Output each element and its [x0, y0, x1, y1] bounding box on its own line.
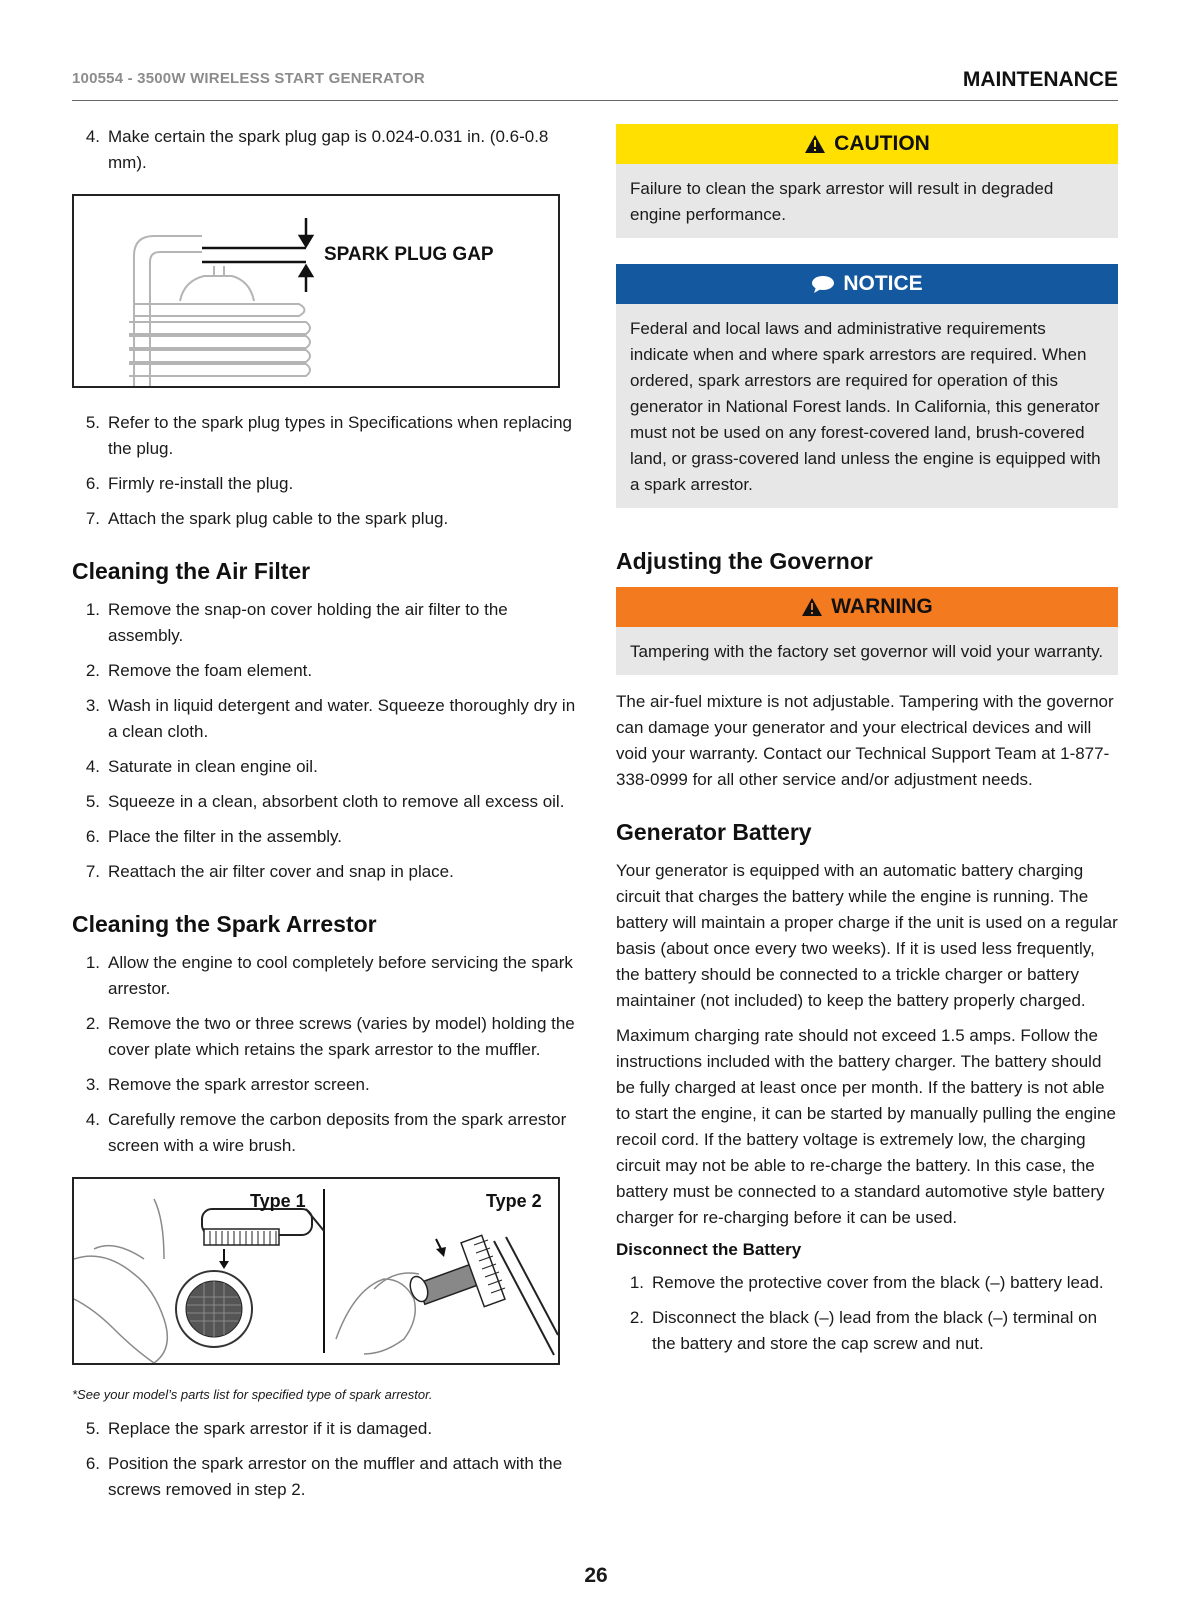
list-item	[72, 1011, 576, 1063]
step-text: Allow the engine to cool completely before servicing the spark arrestor.	[108, 953, 573, 998]
step-number: 1.	[85, 953, 100, 972]
step-number: 4.	[85, 1110, 100, 1129]
left-column	[72, 124, 576, 1512]
step-number: 2.	[629, 1308, 644, 1327]
type-2-label: Type 2	[486, 1191, 542, 1211]
step-text: Position the spark arrestor on the muffler and attach with the screws removed in step 2.	[108, 1454, 563, 1499]
list-item	[72, 124, 576, 176]
step-text: Place the filter in the assembly.	[108, 827, 343, 846]
list-item	[72, 1416, 576, 1442]
step-number: 6.	[85, 1454, 100, 1473]
notice-title: NOTICE	[843, 272, 923, 295]
warning-box	[616, 587, 1118, 675]
list-item	[72, 1451, 576, 1503]
caution-header	[616, 124, 1118, 164]
list-item	[72, 597, 576, 649]
disconnect-battery-steps	[616, 1270, 1118, 1357]
step-text: Disconnect the black (–) lead from the black (–) terminal on the battery and store the cap screw and nut.	[652, 1308, 1098, 1353]
step-text: Remove the foam element.	[108, 661, 313, 680]
step-number: 3.	[85, 1075, 100, 1094]
step-text: Firmly re-install the plug.	[108, 474, 294, 493]
notice-text: Federal and local laws and administrative requirements indicate when and where spark arrestors are required. When ordered, spark arrestors are required for operation of this generator in National Forest lands. In California, this generator must not be used on any forest-covered land, brush-covered land, or grass-covered land unless the engine is equipped with a spark arrestor.	[616, 304, 1118, 508]
list-item	[72, 1107, 576, 1159]
notice-box	[616, 264, 1118, 508]
step-text: Carefully remove the carbon deposits from the spark arrestor screen with a wire brush.	[108, 1110, 567, 1155]
spark-plug-gap-figure	[72, 194, 560, 388]
caution-box	[616, 124, 1118, 238]
step-number: 2.	[85, 661, 100, 680]
spark-arrestor-steps	[72, 950, 576, 1159]
list-item	[72, 950, 576, 1002]
step-number: 3.	[85, 696, 100, 715]
step-text: Remove the snap-on cover holding the air filter to the assembly.	[108, 600, 508, 645]
list-item	[72, 824, 576, 850]
battery-paragraph-2: Maximum charging rate should not exceed 1.5 amps. Follow the instructions included with the battery charger. The battery should be fully charged at least once per month. If the battery is not able to start the engine, it can be started by manually pulling the engine recoil cord. If the battery voltage is extremely low, the charging circuit may not be able to re-charge the battery. In this case, the battery must be connected to a standard automotive style battery charger for re-charging before it can be used.	[616, 1026, 1116, 1227]
air-filter-heading: Cleaning the Air Filter	[72, 558, 311, 584]
spark-plug-steps-b	[72, 410, 576, 532]
battery-paragraph-1: Your generator is equipped with an automatic battery charging circuit that charges the battery while the engine is running. The battery will maintain a proper charge if the unit is used on a regular basis (about once every two weeks). If it is used less frequently, the battery should be connected to a trickle charger or battery maintainer (not included) to keep the battery properly charged.	[616, 861, 1118, 1010]
governor-paragraph: The air-fuel mixture is not adjustable. Tampering with the governor can damage your generator and your electrical devices and will void your warranty. Contact our Technical Support Team at 1-877-338-0999 for all other service and/or adjustment needs.	[616, 692, 1114, 789]
list-item	[72, 789, 576, 815]
disconnect-battery-subheading: Disconnect the Battery	[616, 1240, 802, 1259]
warning-title: WARNING	[831, 595, 933, 618]
step-text: Reattach the air filter cover and snap in place.	[108, 862, 454, 881]
notice-header	[616, 264, 1118, 304]
list-item	[72, 506, 576, 532]
warning-header	[616, 587, 1118, 627]
warning-triangle-icon	[801, 597, 823, 617]
warning-triangle-icon	[804, 134, 826, 154]
spark-plug-steps-a	[72, 124, 576, 176]
warning-text: Tampering with the factory set governor will void your warranty.	[616, 627, 1118, 675]
spark-arrestor-footnote: *See your model’s parts list for specified type of spark arrestor.	[72, 1387, 433, 1402]
list-item	[72, 658, 576, 684]
list-item	[72, 1072, 576, 1098]
step-number: 5.	[85, 413, 100, 432]
list-item	[72, 754, 576, 780]
step-number: 1.	[629, 1273, 644, 1292]
list-item	[72, 410, 576, 462]
page-number: 26	[584, 1564, 608, 1587]
spark-plug-gap-label: SPARK PLUG GAP	[324, 244, 494, 265]
step-text: Squeeze in a clean, absorbent cloth to remove all excess oil.	[108, 792, 565, 811]
spark-arrestor-heading: Cleaning the Spark Arrestor	[72, 911, 377, 937]
step-text: Refer to the spark plug types in Specifications when replacing the plug.	[108, 413, 572, 458]
step-text: Remove the two or three screws (varies by model) holding the cover plate which retains the spark arrestor to the muffler.	[108, 1014, 575, 1059]
step-number: 5.	[85, 792, 100, 811]
step-text: Make certain the spark plug gap is 0.024-0.031 in. (0.6-0.8 mm).	[108, 127, 549, 172]
list-item	[72, 859, 576, 885]
spark-plug-illustration	[74, 196, 558, 386]
list-item	[616, 1270, 1118, 1296]
step-number: 4.	[85, 757, 100, 776]
step-text: Replace the spark arrestor if it is damaged.	[108, 1419, 433, 1438]
spark-arrestor-figure	[72, 1177, 560, 1365]
battery-heading: Generator Battery	[616, 819, 812, 845]
step-number: 7.	[85, 862, 100, 881]
step-text: Remove the spark arrestor screen.	[108, 1075, 370, 1094]
step-number: 6.	[85, 827, 100, 846]
caution-title: CAUTION	[834, 132, 930, 155]
step-text: Remove the protective cover from the black (–) battery lead.	[652, 1273, 1104, 1292]
header-divider	[72, 100, 1118, 101]
step-number: 5.	[85, 1419, 100, 1438]
spark-arrestor-steps-after	[72, 1416, 576, 1503]
step-number: 6.	[85, 474, 100, 493]
step-number: 7.	[85, 509, 100, 528]
step-text: Attach the spark plug cable to the spark plug.	[108, 509, 449, 528]
list-item	[616, 1305, 1118, 1357]
list-item	[72, 693, 576, 745]
step-number: 1.	[85, 600, 100, 619]
step-text: Saturate in clean engine oil.	[108, 757, 318, 776]
right-column	[616, 124, 1118, 1366]
speech-bubble-icon	[811, 275, 835, 293]
caution-text: Failure to clean the spark arrestor will result in degraded engine performance.	[616, 164, 1118, 238]
document-title: 100554 - 3500W WIRELESS START GENERATOR	[72, 70, 425, 87]
step-number: 4.	[85, 127, 100, 146]
governor-heading: Adjusting the Governor	[616, 548, 873, 574]
step-text: Wash in liquid detergent and water. Squeeze thoroughly dry in a clean cloth.	[108, 696, 576, 741]
air-filter-steps	[72, 597, 576, 885]
step-number: 2.	[85, 1014, 100, 1033]
list-item	[72, 471, 576, 497]
type-1-label: Type 1	[250, 1191, 306, 1211]
section-title: MAINTENANCE	[962, 68, 1118, 91]
